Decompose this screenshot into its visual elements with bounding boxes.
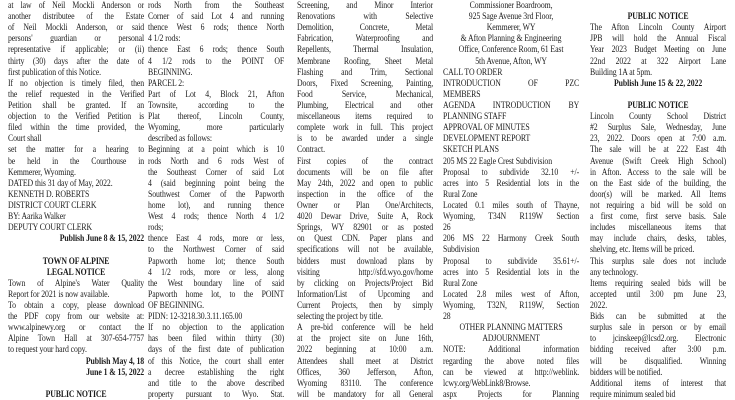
text-line: Owner or Plan One/Architects,: [297, 200, 434, 211]
text-line: and title to the above described: [148, 378, 285, 389]
text-line: bidders will be notified.: [590, 367, 663, 378]
text-line: rods North and 6 rods West of: [148, 156, 285, 167]
text-line: Attendees shall meet at District: [297, 356, 434, 367]
text-line: by clicking on Projects/Project Bid: [297, 278, 434, 289]
text-line: days of the first date of publication: [148, 345, 285, 356]
text-line: If no objection to the application: [148, 323, 285, 334]
text-line: bidders must download plans by: [297, 256, 434, 267]
text-line: 4 (said beginning point being the: [148, 178, 285, 189]
text-line: Wyoming, more particularly: [148, 123, 285, 134]
text-line: PARCEL 2:: [148, 78, 185, 89]
text-line: 4 1/2 rods to the POINT OF: [148, 56, 285, 67]
text-line: 4020 Dewar Drive, Suite A, Rock: [297, 212, 434, 223]
text-line: Publish May 4, 18: [85, 356, 145, 367]
text-line: Additional items of interest that: [590, 378, 727, 389]
text-line: 23, 2022. Doors open at 7:00 a.m.: [590, 134, 727, 145]
text-line: 206 MS 22 Harmony Creek South: [443, 234, 580, 245]
text-line: Alpine Town Hall at 307-654-7757: [8, 334, 145, 345]
text-line: Springs, WY 82901 or as posted: [297, 223, 434, 234]
text-line: acres into 5 Residential lots in the: [443, 267, 580, 278]
newspaper-column-2: [148, 1, 284, 400]
text-line: can be viewed at http://weblink.: [443, 367, 580, 378]
line-spacer: [8, 379, 144, 390]
text-line: SKETCH PLANS: [443, 145, 499, 156]
text-line: Court shall: [8, 134, 42, 145]
text-line: OTHER PLANNING MATTERS: [459, 323, 563, 334]
text-line: Current Projects, then by simply: [297, 300, 434, 311]
text-line: 925 Sage Avenue 3rd Floor,: [468, 12, 554, 23]
text-line: Wyoming 83110. The conference: [297, 378, 434, 389]
text-line: Screening, and Minor Interior: [297, 1, 434, 11]
text-line: a first come, first serve basis. Sale: [590, 212, 727, 223]
text-line: Items requiring sealed bids will be: [590, 278, 727, 289]
text-line: TOWN OF ALPINE: [42, 256, 110, 267]
text-line: The Afton Lincoln County Airport: [590, 23, 727, 34]
text-line: thence East 4 rods, more or less,: [148, 234, 285, 245]
text-line: Rural Zone: [443, 278, 478, 289]
text-line: visiting http://sfd.wyo.gov/home: [297, 267, 434, 278]
text-line: Flashing and Trim, Sectional: [297, 67, 434, 78]
text-line: June 1 & 15, 2022: [86, 367, 145, 378]
text-line: Plumbing, Electrical and other: [297, 100, 434, 111]
text-line: may include chairs, desks, tables,: [590, 234, 727, 245]
text-line: OF BEGINNING.: [148, 300, 204, 311]
text-line: LEGAL NOTICE: [46, 267, 106, 278]
text-line: AGENDA INTRODUCTION BY: [443, 100, 580, 111]
text-line: APPROVAL OF MINUTES: [443, 123, 530, 134]
text-line: thence East 6 rods; thence South: [148, 45, 285, 56]
text-line: KENNETH D. ROBERTS: [8, 189, 90, 200]
text-line: the PDF copy from our website at:: [8, 312, 145, 323]
text-line: CALL TO ORDER: [443, 67, 503, 78]
text-line: If no objection is timely filed, then: [8, 78, 145, 89]
newspaper-column-4: [443, 1, 579, 400]
text-line: is to be awarded under a single: [297, 134, 434, 145]
text-line: PIDN: 12-3218.30.3.11.165.00: [148, 312, 243, 323]
text-line: Demolition, Concrete, Metal: [297, 23, 434, 34]
text-line: Papworth home lot; thence South: [148, 256, 285, 267]
text-line: Doors, Fixed Screening, Painting,: [297, 78, 434, 89]
text-line: another distributee of the Estate: [8, 12, 145, 23]
text-line: DEPUTY COURT CLERK: [8, 223, 93, 234]
text-line: filed within the time provided, the: [8, 123, 145, 134]
text-line: Offices, 360 Jefferson, Afton,: [297, 367, 434, 378]
text-line: Corner of said Lot 4 and running: [148, 12, 285, 23]
text-line: 2022.: [590, 300, 608, 311]
text-line: #2 Surplus Sale, Wednesday, June: [590, 123, 727, 134]
text-line: Wyoming, T34N R119W Section: [443, 212, 580, 223]
text-line: DEVELOPMENT REPORT: [443, 134, 531, 145]
text-line: Fabrication, Waterproofing and: [297, 34, 434, 45]
text-line: NOTE: Additional information: [443, 345, 580, 356]
text-line: lcwy.org/WebLink8/Browse.: [443, 378, 531, 389]
text-line: the Southeast Corner of said Lot: [148, 167, 285, 178]
text-line: a decree establishing the right: [148, 367, 285, 378]
text-line: Proposal to subdivide 35.61+/-: [443, 256, 580, 267]
text-line: INTRODUCTION OF PZC: [443, 78, 580, 89]
text-line: 4 1/2 rods:: [148, 34, 181, 45]
text-line: require minimum sealed bid: [590, 389, 676, 400]
text-line: of this Notice, the court shall enter: [148, 356, 285, 367]
line-spacer: [590, 90, 726, 101]
text-line: selecting the project by title.: [297, 312, 383, 323]
text-line: ADJOURNMENT: [482, 334, 540, 345]
text-line: Papworth home lot, to the POINT: [148, 289, 285, 300]
text-line: JPB will hold the Annual Fiscal: [590, 34, 727, 45]
text-line: 2022 beginning at 10:00 a.m.: [297, 345, 434, 356]
text-line: to request your hard copy.: [8, 345, 87, 356]
text-line: Part of Lot 4, Block 21, Afton: [148, 89, 285, 100]
text-line: & Afton Planning & Engineering: [460, 34, 562, 45]
text-line: surplus sale in person or by email: [590, 323, 727, 334]
text-line: will be disqualified. Winning: [590, 356, 727, 367]
text-line: of Neil Mockli Anderson, or said: [8, 23, 145, 34]
text-line: The sale will be at 222 East 4th: [590, 145, 727, 156]
text-line: Proposal to subdivide 32.10 +/-: [443, 167, 580, 178]
text-line: Information/List of Upcoming and: [297, 289, 434, 300]
text-line: at the project site on June 16th,: [297, 334, 434, 345]
text-line: documents will be on file after: [297, 167, 434, 178]
text-line: West 4 rods; thence North 4 1/2: [148, 212, 285, 223]
text-line: Rural Zone: [443, 189, 478, 200]
text-line: DISTRICT COURT CLERK: [8, 200, 97, 211]
text-line: Subdivision: [443, 245, 480, 256]
text-line: Beginning at a point which is 10: [148, 145, 285, 156]
text-line: DATED this 31 day of May, 2022.: [8, 178, 113, 189]
text-line: Town of Alpine's Water Quality: [8, 278, 145, 289]
text-line: Avenue (Swift Creek High School): [590, 156, 727, 167]
text-line: in Afton. Access to the sale will be: [590, 167, 727, 178]
text-line: the West boundary line of said: [148, 278, 285, 289]
text-line: objection to the Verified Petition is: [8, 112, 145, 123]
text-line: complete work in full. This project: [297, 123, 434, 134]
text-line: 4 1/2 rods, more or less, along: [148, 267, 285, 278]
text-line: at law of Neil Mockli Anderson or: [8, 1, 145, 11]
text-line: has been filed within thirty (30): [148, 334, 285, 345]
text-line: MEMBERS: [443, 89, 481, 100]
text-line: representative if applicable; or (ii): [8, 45, 145, 56]
text-line: To obtain a copy, please download: [8, 300, 145, 311]
newspaper-column-5: [590, 1, 726, 400]
text-line: This surplus sale does not include: [590, 256, 727, 267]
text-line: Renovations with Selective: [297, 12, 434, 23]
text-line: Report for 2021 is now available.: [8, 289, 110, 300]
text-line: includes miscellaneous items that: [590, 223, 727, 234]
text-line: PLANNING STAFF: [443, 112, 507, 123]
text-line: May 24th, 2022 and open to public: [297, 178, 434, 189]
text-line: aspx Projects for Planning: [443, 389, 580, 400]
text-line: thirty (30) days after the date of: [8, 56, 145, 67]
text-line: PUBLIC NOTICE: [627, 12, 689, 23]
text-line: Publish June 8 & 15, 2022: [59, 234, 145, 245]
text-line: Located 0.1 miles south of Thayne,: [443, 200, 580, 211]
text-line: Building 1A at 5pm.: [590, 67, 652, 78]
text-line: persons' guardian or personal: [8, 34, 145, 45]
text-line: accepted until 3:00 pm June 23,: [590, 289, 727, 300]
text-line: first publication of this Notice.: [8, 67, 101, 78]
text-line: to jcinskeep@lcsd2.org. Electronic: [590, 334, 727, 345]
text-line: Wyoming, T32N, R119W, Section: [443, 300, 580, 311]
text-line: Bids can be submitted at the: [590, 312, 727, 323]
text-line: on Quest CDN. Paper plans and: [297, 234, 434, 245]
line-spacer: [8, 245, 144, 256]
text-line: Contract.: [297, 145, 325, 156]
text-line: will be mandatory for all General: [297, 389, 434, 400]
text-line: BEGINNING.: [148, 67, 193, 78]
text-line: 205 MS 22 Eagle Crest Subdivision: [443, 156, 553, 167]
newspaper-column-1: [8, 1, 144, 400]
text-line: not requiring a bid will be sold on: [590, 200, 727, 211]
text-line: acres into 5 Residential lots in the: [443, 178, 580, 189]
text-line: any technology.: [590, 267, 638, 278]
text-line: 5th Avenue, Afton, WY: [475, 56, 547, 67]
text-line: Townsite, according to the: [148, 100, 285, 111]
text-line: Kemmerer, WY: [486, 23, 536, 34]
text-line: PUBLIC NOTICE: [45, 389, 107, 400]
text-line: set the matter for a hearing to: [8, 145, 145, 156]
text-line: Southwest Corner of the Papworth: [148, 189, 285, 200]
text-line: Plat thereof, Lincoln County,: [148, 112, 285, 123]
text-line: door(s) will be marked. All Items: [590, 189, 727, 200]
text-line: PUBLIC NOTICE: [627, 100, 689, 111]
text-line: 26: [443, 223, 451, 234]
text-line: the relief requested in the Verified: [8, 89, 145, 100]
text-line: regarding the above noted files: [443, 356, 580, 367]
text-line: to the Northwest Corner of said: [148, 245, 285, 256]
text-line: 28: [443, 312, 451, 323]
text-line: bidding received after 3:00 p.m.: [590, 345, 727, 356]
text-line: specifications will not be available,: [297, 245, 434, 256]
text-line: be held in the Courthouse in: [8, 156, 145, 167]
text-line: First copies of the contract: [297, 156, 434, 167]
text-line: thence West 6 rods; thence North: [148, 23, 285, 34]
text-line: described as follows:: [148, 134, 212, 145]
text-line: miscellaneous items required to: [297, 112, 434, 123]
text-line: Repellents, Thermal Insulation,: [297, 45, 434, 56]
text-line: Commissioner Boardroom,: [469, 1, 553, 11]
text-line: rods;: [148, 223, 164, 234]
text-line: Located 2.8 miles west of Afton,: [443, 289, 580, 300]
text-line: www.alpinewy.org or contact the: [8, 323, 145, 334]
text-line: home lot), and running thence: [148, 200, 285, 211]
text-line: BY: Aarika Walker: [8, 212, 66, 223]
line-spacer: [590, 1, 726, 12]
newspaper-column-3: [297, 1, 433, 400]
text-line: Publish June 15 & 22, 2022: [613, 78, 703, 89]
text-line: property pursuant to Wyo. Stat.: [148, 389, 285, 400]
text-line: shelving, etc. Items will be priced.: [590, 245, 695, 256]
text-line: Kemmerer, Wyoming.: [8, 167, 76, 178]
text-line: A pre-bid conference will be held: [297, 323, 434, 334]
text-line: rods North from the Southeast: [148, 1, 285, 11]
text-line: Year 2023 Budget Meeting on June: [590, 45, 727, 56]
text-line: inspection in the office of the: [297, 189, 434, 200]
text-line: Office, Conference Room, 61 East: [458, 45, 564, 56]
text-line: 22nd 2022 at 322 Airport Lane: [590, 56, 727, 67]
text-line: Food Service, Mechanical,: [297, 89, 434, 100]
text-line: Membrane Roofing, Sheet Metal: [297, 56, 434, 67]
text-line: Petition shall be granted. If an: [8, 100, 145, 111]
text-line: Lincoln County School District: [590, 112, 727, 123]
text-line: on the East side of the building, the: [590, 178, 727, 189]
